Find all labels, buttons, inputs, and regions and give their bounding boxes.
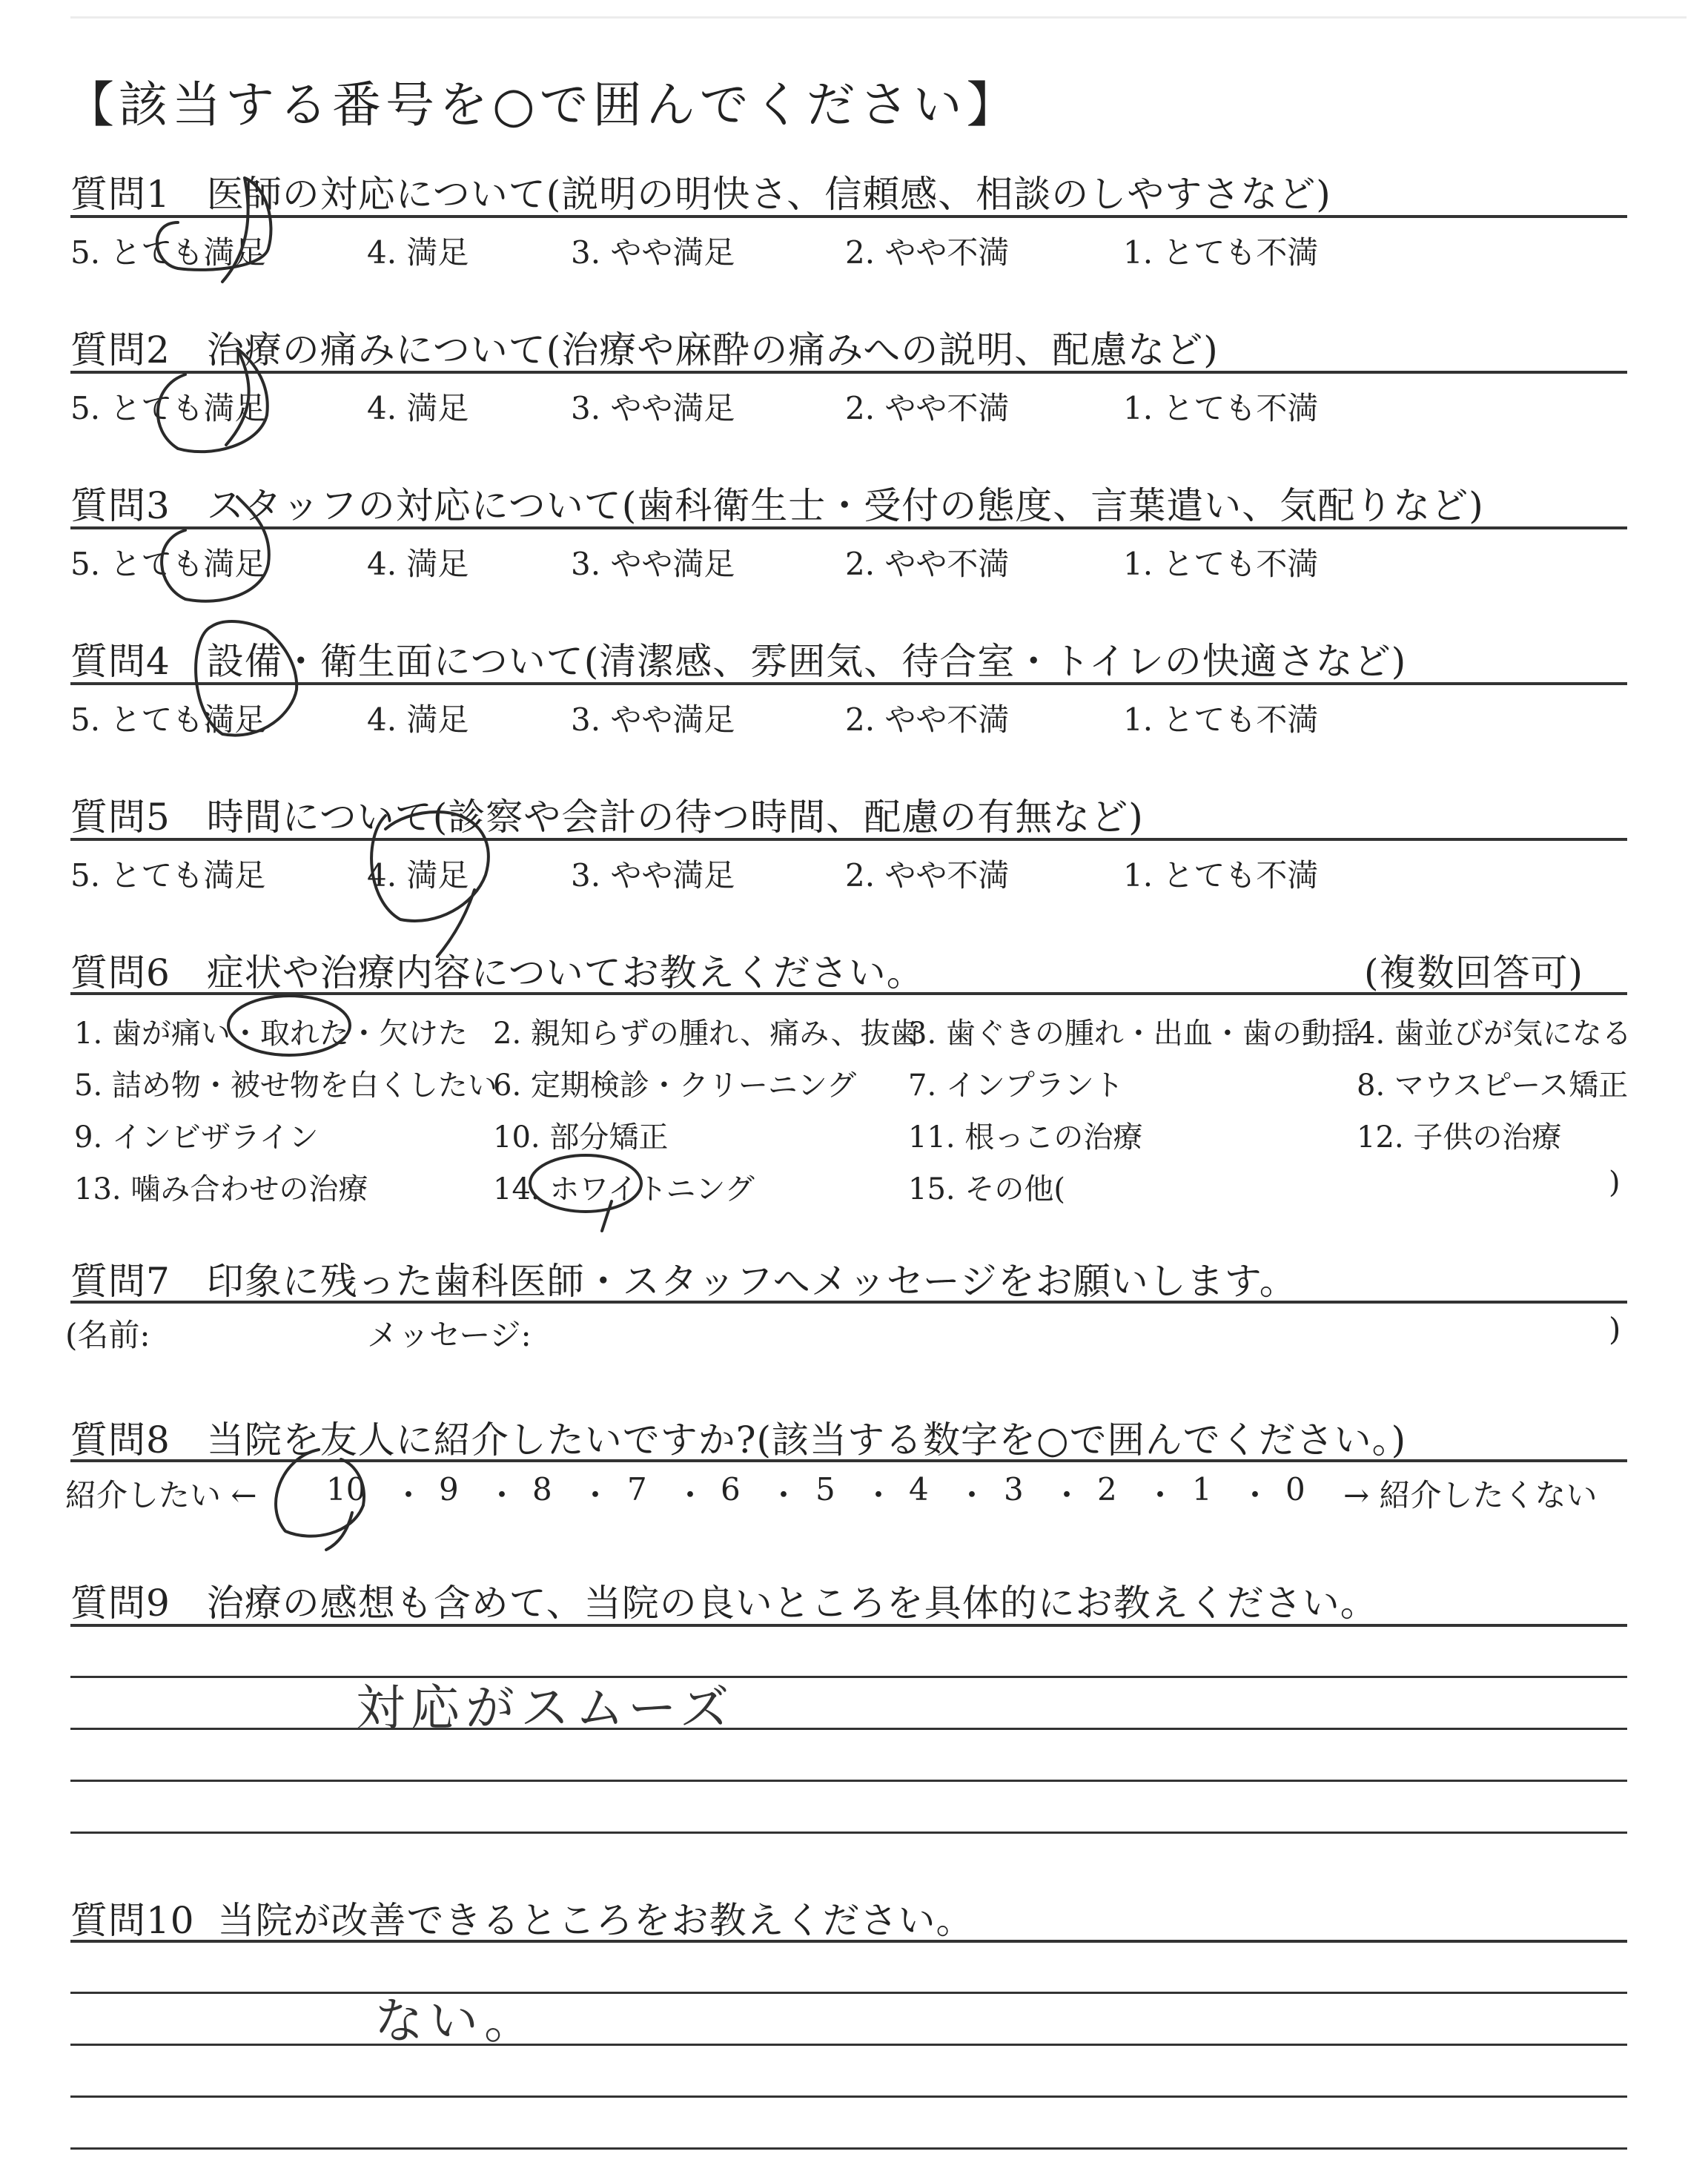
q4-option-5[interactable]: 5. とても満足 <box>70 701 266 738</box>
q6-option-2[interactable]: 2. 親知らずの腫れ、痛み、抜歯 <box>493 1017 920 1051</box>
question-label: 質問2 <box>70 328 171 371</box>
q6-option-10[interactable]: 10. 部分矯正 <box>493 1120 669 1155</box>
q2-option-3[interactable]: 3. やや満足 <box>571 390 735 426</box>
q4-option-3[interactable]: 3. やや満足 <box>571 701 735 738</box>
q2-option-4[interactable]: 4. 満足 <box>367 390 469 426</box>
q1-option-4[interactable]: 4. 満足 <box>367 234 469 271</box>
question-text: 設備・衛生面について(清潔感、雰囲気、待合室・トイレの快適さなど) <box>206 640 1407 683</box>
question-label: 質問5 <box>70 796 171 839</box>
recommend-left-label: 紹介したい ← <box>65 1477 257 1513</box>
q6-option-11[interactable]: 11. 根っこの治療 <box>908 1120 1143 1155</box>
scale-dot: ・ <box>675 1477 706 1513</box>
circle-mark-q1 <box>157 178 271 282</box>
q6-option-15-close: ) <box>1609 1166 1621 1200</box>
q3-option-3[interactable]: 3. やや満足 <box>571 546 735 582</box>
question-label: 質問6 <box>70 951 171 994</box>
q1-option-3[interactable]: 3. やや満足 <box>571 234 735 271</box>
circle-mark-q4 <box>196 621 297 736</box>
q3-option-5[interactable]: 5. とても満足 <box>70 546 266 582</box>
question-label: 質問1 <box>70 173 171 216</box>
circle-mark-q6-option-14 <box>530 1155 641 1231</box>
scale-dot: ・ <box>768 1477 800 1513</box>
q2-option-2[interactable]: 2. やや不満 <box>845 390 1010 426</box>
scale-dot: ・ <box>580 1477 612 1513</box>
question-text: スタッフの対応について(歯科衛生士・受付の態度、言葉遣い、気配りなど) <box>206 484 1484 527</box>
scale-dot: ・ <box>1239 1477 1271 1513</box>
recommend-scale-3[interactable]: 3 <box>1004 1471 1024 1507</box>
circle-mark-q8 <box>276 1450 364 1550</box>
circle-mark-q3 <box>162 497 269 601</box>
scale-dot: ・ <box>1051 1477 1083 1513</box>
q5-option-1[interactable]: 1. とても不満 <box>1123 857 1319 894</box>
q4-option-1[interactable]: 1. とても不満 <box>1123 701 1319 738</box>
q5-option-4[interactable]: 4. 満足 <box>367 857 469 894</box>
scale-dot: ・ <box>1145 1477 1176 1513</box>
question-text: 当院を友人に紹介したいですか?(該当する数字を○で囲んでください。) <box>206 1418 1407 1462</box>
multiple-answers-note: (複数回答可) <box>1364 951 1584 994</box>
form-heading: 【該当する番号を○で囲んでください】 <box>65 76 1020 133</box>
recommend-scale-0[interactable]: 0 <box>1285 1471 1305 1507</box>
question-label: 質問8 <box>70 1418 171 1462</box>
question-label: 質問7 <box>70 1260 171 1303</box>
q6-option-4[interactable]: 4. 歯並びが気になる <box>1357 1017 1632 1051</box>
question-text: 治療の感想も含めて、当院の良いところを具体的にお教えください。 <box>206 1582 1378 1625</box>
q6-option-15[interactable]: 15. その他( <box>908 1172 1065 1206</box>
question-text: 症状や治療内容についてお教えください。 <box>206 951 924 994</box>
recommend-scale-8[interactable]: 8 <box>532 1471 552 1507</box>
recommend-right-label: → 紹介したくない <box>1343 1477 1598 1513</box>
recommend-scale-10[interactable]: 10 <box>326 1471 366 1507</box>
question-text: 時間について(診察や会計の待つ時間、配慮の有無など) <box>206 796 1144 839</box>
q6-option-8[interactable]: 8. マウスピース矯正 <box>1357 1069 1629 1103</box>
scale-dot: ・ <box>956 1477 988 1513</box>
q3-option-1[interactable]: 1. とても不満 <box>1123 546 1319 582</box>
scale-dot: ・ <box>393 1477 425 1513</box>
recommend-scale-4[interactable]: 4 <box>909 1471 929 1507</box>
q2-option-5[interactable]: 5. とても満足 <box>70 390 266 426</box>
question-label: 質問3 <box>70 484 171 527</box>
message-close: ) <box>1609 1311 1621 1347</box>
q2-option-1[interactable]: 1. とても不満 <box>1123 390 1319 426</box>
question-text: 印象に残った歯科医師・スタッフへメッセージをお願いします。 <box>206 1260 1297 1303</box>
question-text: 当院が改善できるところをお教えください。 <box>217 1899 974 1942</box>
q6-option-12[interactable]: 12. 子供の治療 <box>1357 1120 1562 1155</box>
message-label: メッセージ: <box>367 1317 532 1353</box>
q6-option-7[interactable]: 7. インプラント <box>908 1069 1124 1103</box>
recommend-scale-5[interactable]: 5 <box>815 1471 835 1507</box>
q4-option-2[interactable]: 2. やや不満 <box>845 701 1010 738</box>
recommend-scale-6[interactable]: 6 <box>721 1471 741 1507</box>
question-label: 質問4 <box>70 640 171 683</box>
q6-option-9[interactable]: 9. インビザライン <box>74 1120 319 1155</box>
recommend-scale-2[interactable]: 2 <box>1097 1471 1117 1507</box>
q4-option-4[interactable]: 4. 満足 <box>367 701 469 738</box>
q1-option-1[interactable]: 1. とても不満 <box>1123 234 1319 271</box>
circle-mark-q6-option-1 <box>228 996 350 1055</box>
q1-option-5[interactable]: 5. とても満足 <box>70 234 266 271</box>
question-text: 医師の対応について(説明の明快さ、信頼感、相談のしやすさなど) <box>206 173 1331 216</box>
q1-option-2[interactable]: 2. やや不満 <box>845 234 1010 271</box>
q6-option-5[interactable]: 5. 詰め物・被せ物を白くしたい <box>74 1069 497 1103</box>
q10-handwritten-answer[interactable]: ない。 <box>374 1992 539 2050</box>
q9-handwritten-answer[interactable]: 対応がスムーズ <box>356 1680 735 1737</box>
recommend-scale-1[interactable]: 1 <box>1192 1471 1212 1507</box>
question-label: 質問10 <box>70 1899 195 1942</box>
q3-option-4[interactable]: 4. 満足 <box>367 546 469 582</box>
q3-option-2[interactable]: 2. やや不満 <box>845 546 1010 582</box>
q5-option-3[interactable]: 3. やや満足 <box>571 857 735 894</box>
circle-mark-q2 <box>158 349 268 452</box>
q6-option-6[interactable]: 6. 定期検診・クリーニング <box>493 1069 857 1103</box>
scale-dot: ・ <box>863 1477 895 1513</box>
q6-option-1[interactable]: 1. 歯が痛い・取れた・欠けた <box>74 1017 468 1051</box>
q6-option-14[interactable]: 14. ホワイトニング <box>493 1172 755 1206</box>
recommend-scale-7[interactable]: 7 <box>627 1471 647 1507</box>
question-label: 質問9 <box>70 1582 171 1625</box>
recommend-scale-9[interactable]: 9 <box>439 1471 459 1507</box>
q5-option-2[interactable]: 2. やや不満 <box>845 857 1010 894</box>
scale-dot: ・ <box>486 1477 518 1513</box>
q5-option-5[interactable]: 5. とても満足 <box>70 857 266 894</box>
name-label: (名前: <box>65 1317 150 1353</box>
q6-option-3[interactable]: 3. 歯ぐきの腫れ・出血・歯の動揺 <box>908 1017 1361 1051</box>
q6-option-13[interactable]: 13. 噛み合わせの治療 <box>74 1172 368 1206</box>
question-text: 治療の痛みについて(治療や麻酔の痛みへの説明、配慮など) <box>206 328 1219 371</box>
circle-mark-q5 <box>371 812 489 957</box>
